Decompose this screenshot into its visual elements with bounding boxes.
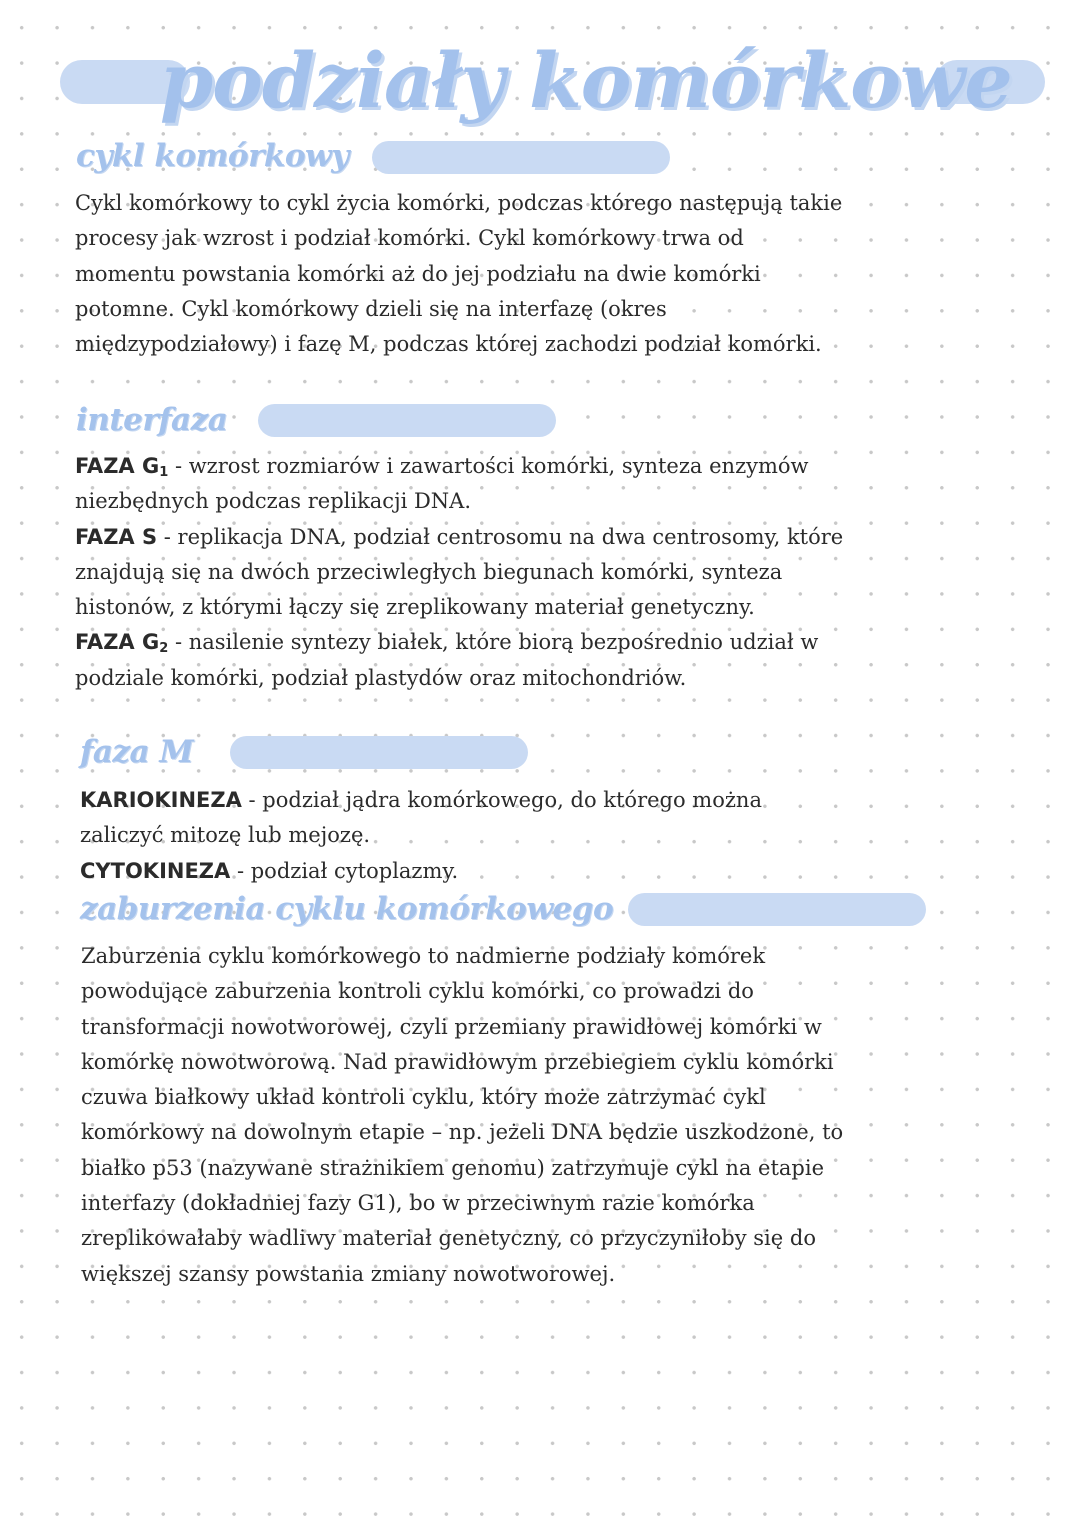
- heading-pill-interphase: [258, 404, 556, 437]
- cytokinesis-term: CYTOKINEZA: [80, 858, 231, 883]
- phase-s-desc: - replikacja DNA, podział centrosomu na dwa centrosomy, które znajdują się na dwóch przeciwległych biegunach komórki, synteza histonów, z którymi łączy się zreplikowany materiał genetyczny.: [75, 524, 844, 620]
- phase-g1-desc: - wzrost rozmiarów i zawartości komórki, synteza enzymów niezbędnych podczas replikacji DNA.: [75, 454, 809, 514]
- phase-g2-desc: - nasilenie syntezy białek, które biorą bezpośrednio udział w podziale komórki, podział plastydów oraz mitochondriów.: [75, 630, 819, 690]
- heading-pill-disorders: [628, 893, 926, 926]
- section-cell-cycle-body: [75, 186, 850, 362]
- heading-pill-cycle: [372, 141, 670, 174]
- phase-g2-term: FAZA $G_2$: [75, 630, 169, 657]
- section-disorders-body: [81, 939, 871, 1292]
- section-heading-cell-cycle: cykl komórkowy: [76, 138, 349, 174]
- phase-g1-term: FAZA $G_1$: [75, 454, 169, 480]
- disorders-paragraph: Zaburzenia cyklu komórkowego to nadmierne podziały komórek powodujące zaburzenia kontroli cyklu komórki, co prowadzi do transformacji nowotworowej, czyli przemiany prawidłowej komórki w komórkę nowotworową. Nad prawidłowym przebiegiem cyklu komórki czuwa białkowy układ kontroli cyklu, który może zatrzymać cykl komórkowy na dowolnym etapie – np. jeżeli DNA będzie uszkodzone, to białko p53 (nazywane strażnikiem genomu) zatrzymuje cykl na etapie interfazy (dokładniej fazy G1), bo w przeciwnym razie komórka zreplikowałaby wadliwy materiał genetyczny, co przyczyniłoby się do większej szansy powstania zmiany nowotworowej.: [81, 944, 844, 1286]
- section-heading-interphase: interfaza: [76, 402, 228, 438]
- phase-s-term: FAZA S: [75, 524, 158, 549]
- section-interphase-body: [75, 449, 850, 696]
- cell-cycle-paragraph: Cykl komórkowy to cykl życia komórki, podczas którego następują takie procesy jak wzrost i podział komórki. Cykl komórkowy trwa od momentu powstania komórki aż do jej podziału na dwie komórki potomne. Cykl komórkowy dzieli się na interfazę (okres międzypodziałowy) i fazę M, podczas której zachodzi podział komórki.: [75, 191, 843, 357]
- section-heading-m-phase: faza M: [80, 734, 194, 770]
- karyokinesis-term: KARIOKINEZA: [80, 788, 242, 812]
- phase-g1-entry: [75, 449, 850, 520]
- karyokinesis-entry: [80, 783, 850, 854]
- section-m-phase-body: [80, 783, 850, 889]
- heading-pill-m-phase: [230, 736, 528, 769]
- cytokinesis-entry: [80, 854, 850, 889]
- karyokinesis-desc: - podział jądra komórkowego, do którego można zaliczyć mitozę lub mejozę.: [80, 788, 762, 848]
- section-heading-disorders: zaburzenia cyklu komórkowego: [80, 891, 614, 927]
- page-title: podziały komórkowe: [160, 36, 1012, 125]
- cytokinesis-desc: - podział cytoplazmy.: [230, 858, 459, 883]
- phase-g2-entry: [75, 625, 850, 696]
- phase-s-entry: [75, 520, 850, 626]
